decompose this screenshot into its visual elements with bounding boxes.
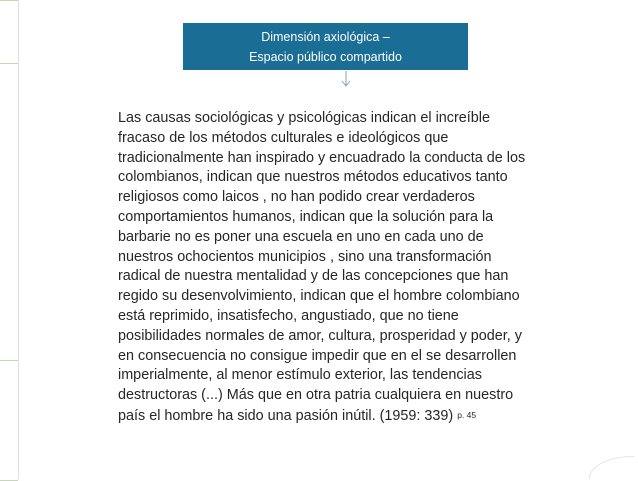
quote-line: imperialmente, al menor estímulo exterior, las tendencias: [118, 367, 482, 384]
quote-line: posibilidades normales de amor, cultura, prosperidad y poder, y: [118, 327, 522, 344]
quote-line-last: [118, 406, 588, 427]
title-line-1: Dimensión axiológica –: [261, 29, 390, 44]
quote-line: religiosos como laicos , no han podido crear verdaderos: [118, 189, 475, 206]
border-band-bottom: [0, 360, 18, 481]
quote-line-text: país el hombre ha sido una pasión inútil. (1959: 339): [118, 407, 454, 424]
quote-line: destructoras (...) Más que en otra patria cualquiera en nuestro: [118, 387, 514, 404]
border-band-top: [0, 0, 18, 64]
left-decorative-border: [0, 0, 19, 479]
quote-line: nuestros ochocientos municipios , sino una transformación: [118, 248, 492, 265]
quote-line: barbarie no es poner una escuela en uno en cada uno de: [118, 228, 484, 245]
quote-line: colombianos, indican que nuestros métodos educativos tanto: [118, 169, 508, 186]
quote-text: [118, 109, 588, 427]
quote-line: tradicionalmente han inspirado y encuadrado la conducta de los: [118, 149, 526, 166]
quote-line: comportamientos humanos, indican que la solución para la: [118, 208, 494, 225]
down-arrow-icon: [341, 71, 351, 87]
quote-line: está reprimido, insatisfecho, angustiado, que no tiene: [118, 307, 459, 324]
quote-line: Las causas sociológicas y psicológicas indican el increíble: [118, 110, 490, 126]
quote-line: regido su desenvolvimiento, indican que el hombre colombiano: [118, 288, 520, 305]
quote-line: radical de nuestra mentalidad y de las concepciones que han: [118, 268, 509, 285]
quote-line: en consecuencia no consigue impedir que en el se desarrollen: [118, 347, 517, 364]
page-reference: p. 45: [457, 409, 477, 420]
quote-line: fracaso de los métodos culturales e ideológicos que: [118, 129, 449, 146]
title-box: [183, 23, 468, 70]
title-line-2: Espacio público compartido: [249, 49, 402, 64]
corner-ornament: [589, 456, 634, 479]
